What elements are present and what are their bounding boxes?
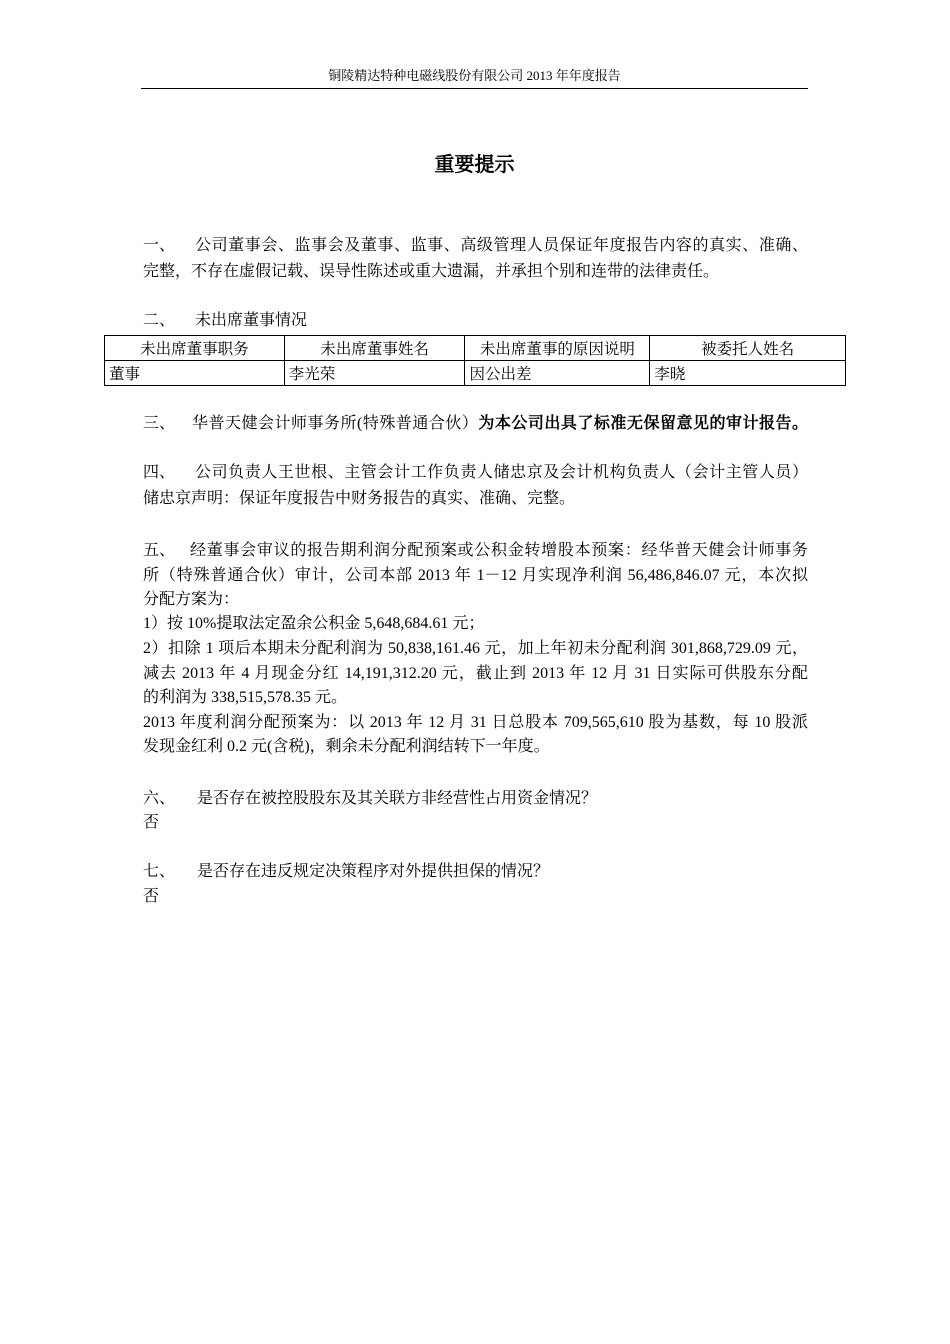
section-2-label: 二、	[143, 312, 176, 329]
section-1-label: 一、	[143, 237, 176, 254]
page-title: 重要提示	[434, 152, 515, 176]
section-7-label: 七、	[143, 863, 176, 880]
section-6-question: 是否存在被控股股东及其关联方非经营性占用资金情况？	[197, 790, 598, 807]
table-header-cell: 未出席董事的原因说明	[465, 336, 650, 361]
running-header: 铜陵精达特种电磁线股份有限公司 2013 年年度报告	[328, 68, 621, 83]
table-header-cell: 被委托人姓名	[650, 336, 846, 361]
section-4-line-2: 储忠京声明：保证年度报告中财务报告的真实、准确、完整。	[143, 490, 576, 507]
section-5-line-8: 2013 年度利润分配预案为：以 2013 年 12 月 31 日总股本 709,565,610 股为基数，每 10 股派	[143, 714, 808, 731]
section-1-line-2: 完整，不存在虚假记载、误导性陈述或重大遗漏，并承担个别和连带的法律责任。	[143, 263, 720, 280]
section-1-line-1: 公司董事会、监事会及董事、监事、高级管理人员保证年度报告内容的真实、准确、	[195, 237, 808, 254]
section-7-answer: 否	[143, 888, 160, 905]
section-6-answer: 否	[143, 814, 160, 831]
section-4-label: 四、	[143, 464, 176, 481]
section-5-line-7: 的利润为 338,515,578.35 元。	[143, 689, 348, 706]
table-cell: 李晓	[650, 361, 846, 386]
table-header-row	[105, 336, 846, 361]
section-5-line-1: 经董事会审议的报告期利润分配预案或公积金转增股本预案：经华普天健会计师事务	[190, 542, 808, 559]
header-rule	[141, 88, 808, 89]
section-5-label: 五、	[143, 542, 176, 559]
section-5-line-6: 减去 2013 年 4 月现金分红 14,191,312.20 元，截止到 2013 年 12 月 31 日实际可供股东分配	[143, 665, 808, 682]
section-3-text: 华普天健会计师事务所(特殊普通合伙）	[192, 415, 479, 432]
section-5-line-5: 2）扣除 1 项后本期未分配利润为 50,838,161.46 元，加上年初未分配利润 301,868,729.09 元，	[143, 640, 808, 657]
section-7-question: 是否存在违反规定决策程序对外提供担保的情况？	[197, 863, 550, 880]
section-3-bold-text: 为本公司出具了标准无保留意见的审计报告。	[478, 415, 808, 432]
table-row	[105, 361, 846, 386]
table-header-cell: 未出席董事姓名	[284, 336, 465, 361]
section-3-label: 三、	[143, 415, 176, 432]
table-cell: 李光荣	[284, 361, 465, 386]
section-5-line-2: 所（特殊普通合伙）审计，公司本部 2013 年 1－12 月实现净利润 56,486,846.07 元，本次拟	[143, 567, 808, 584]
section-5-line-9: 发现金红利 0.2 元(含税)，剩余未分配利润结转下一年度。	[143, 738, 550, 755]
section-6-label: 六、	[143, 790, 176, 807]
section-4-line-1: 公司负责人王世根、主管会计工作负责人储忠京及会计机构负责人（会计主管人员）	[195, 464, 808, 481]
table-cell: 因公出差	[465, 361, 650, 386]
section-3-line-1	[192, 413, 808, 435]
table-cell: 董事	[105, 361, 285, 386]
section-2-line-1: 未出席董事情况	[195, 312, 308, 329]
absent-directors-table	[104, 335, 846, 386]
section-5-line-4: 1）按 10%提取法定盈余公积金 5,648,684.61 元；	[143, 615, 485, 632]
table-header-cell: 未出席董事职务	[105, 336, 285, 361]
section-5-line-3: 分配方案为：	[143, 591, 240, 608]
